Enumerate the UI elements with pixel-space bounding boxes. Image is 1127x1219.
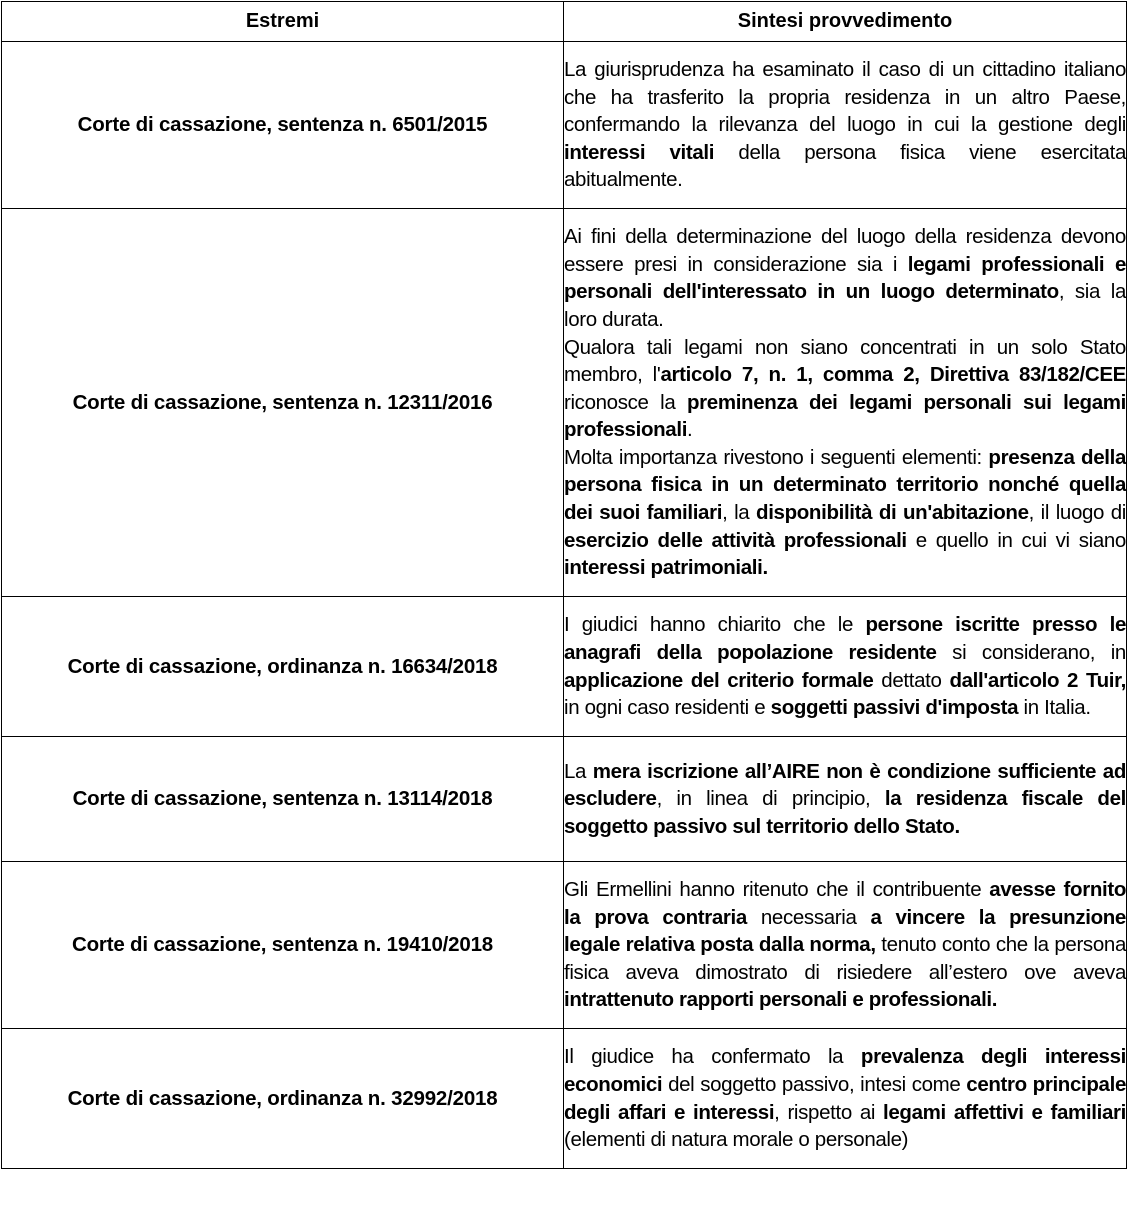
bold-text: centro principale degli affari e interessi [564,1072,1126,1124]
bold-text: esercizio delle attività professionali [564,528,907,552]
estremi-cell: Corte di cassazione, sentenza n. 13114/2018 [2,737,564,862]
bold-text: mera iscrizione all’AIRE non è condizione sufficiente ad escludere [564,759,1126,811]
sintesi-paragraph [564,334,1126,444]
bold-text: la residenza fiscale del soggetto passivo sul territorio dello Stato. [564,787,1126,838]
jurisprudence-table [1,1,1127,1169]
estremi-cell: Corte di cassazione, sentenza n. 12311/2016 [2,209,564,597]
text: (elementi di natura morale o personale) [564,1128,909,1152]
bold-text: prevalenza degli interessi economici [564,1045,1126,1096]
text: Ai fini della determinazione del luogo della residenza devono essere presi in considerazione sia i [564,225,1126,276]
bold-text: preminenza dei legami personali sui legami professionali [564,390,1126,442]
table-row [2,737,1127,862]
text: della persona fisica viene esercitata abitualmente. [564,140,1126,192]
text: . [687,418,693,442]
header-sintesi: Sintesi provvedimento [564,2,1127,42]
bold-text: legami professionali e personali dell'interessato in un luogo determinato [564,252,1126,304]
text: , in linea di principio, [656,787,885,811]
bold-text: presenza della persona fisica in un determinato territorio nonché quella dei suoi familiari [564,445,1126,525]
text: del soggetto passivo, intesi come [662,1072,967,1096]
sintesi-paragraph [564,56,1126,194]
sintesi-cell [564,862,1127,1029]
text: Gli Ermellini hanno ritenuto che il contribuente [564,878,990,902]
estremi-cell: Corte di cassazione, ordinanza n. 16634/2018 [2,597,564,737]
bold-text: avesse fornito la prova contraria [564,878,1126,929]
sintesi-paragraph [564,876,1126,1014]
table-row [2,1029,1127,1169]
bold-text: applicazione del criterio formale [564,668,874,692]
table-row [2,209,1127,597]
text: Il giudice ha confermato la [564,1045,861,1069]
bold-text: disponibilità di un'abitazione [756,501,1029,525]
bold-text: intrattenuto rapporti personali e professionali. [564,988,998,1012]
text: La giurisprudenza ha esaminato il caso di un cittadino italiano che ha trasferito la propria residenza in un altro Paese, confermando la rilevanza del luogo in cui la gestione degli [564,58,1126,137]
text: in Italia. [1018,696,1091,720]
sintesi-cell [564,42,1127,209]
sintesi-paragraph [564,758,1126,841]
header-estremi: Estremi [2,2,564,42]
estremi-cell: Corte di cassazione, sentenza n. 19410/2018 [2,862,564,1029]
text: La [564,759,593,783]
text: , sia la loro durata. [564,280,1127,331]
bold-text: dall'articolo 2 Tuir, [949,668,1126,692]
sintesi-cell [564,209,1127,597]
sintesi-paragraph [564,611,1126,721]
bold-text: interessi vitali [564,140,715,164]
sintesi-cell [564,737,1127,862]
text: , il luogo di [1028,501,1127,525]
text: dettato [873,668,950,692]
bold-text: interessi patrimoniali. [564,556,768,580]
text: , rispetto ai [774,1100,884,1124]
text: , la [722,501,757,525]
bold-text: articolo 7, n. 1, comma 2, Direttiva 83/182/CEE [660,363,1126,387]
sintesi-paragraph [564,223,1126,333]
text: riconosce la [564,390,687,414]
table-row [2,597,1127,737]
table-row [2,862,1127,1029]
estremi-cell: Corte di cassazione, sentenza n. 6501/2015 [2,42,564,209]
sintesi-cell [564,597,1127,737]
estremi-cell: Corte di cassazione, ordinanza n. 32992/2018 [2,1029,564,1169]
text: in ogni caso residenti e [564,696,771,720]
text: tenuto conto che la persona fisica aveva dimostrato di risiedere all’estero ove aveva [564,933,1126,984]
bold-text: a vincere la presunzione legale relativa posta dalla norma, [564,905,1126,957]
sintesi-paragraph [564,444,1126,582]
text: I giudici hanno chiarito che le [564,613,866,637]
text: necessaria [746,905,871,929]
sintesi-cell [564,1029,1127,1169]
bold-text: legami affettivi e familiari [883,1100,1126,1124]
text: Molta importanza rivestono i seguenti elementi: [564,445,989,469]
sintesi-paragraph [564,1043,1126,1153]
bold-text: persone iscritte presso le anagrafi della popolazione residente [564,613,1126,664]
bold-text: soggetti passivi d'imposta [770,696,1019,720]
header-row [2,2,1127,42]
table-row [2,42,1127,209]
text: Qualora tali legami non siano concentrati in un solo Stato membro, l' [564,335,1126,387]
text: e quello in cui vi siano [906,528,1126,552]
text: si considerano, in [936,640,1126,664]
